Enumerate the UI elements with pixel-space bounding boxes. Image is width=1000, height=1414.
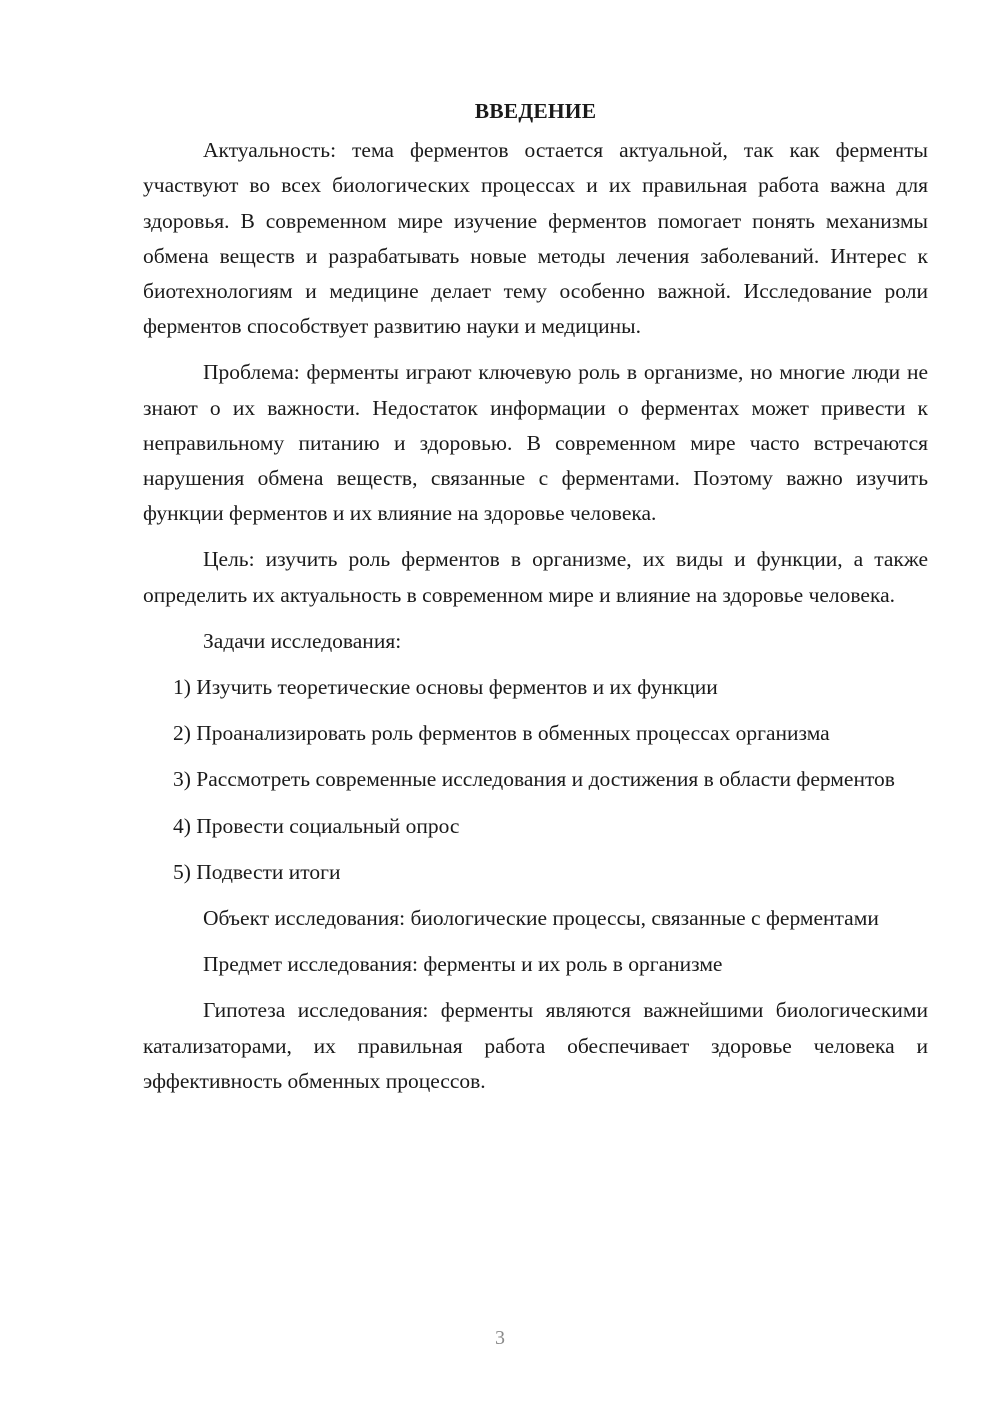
relevance-paragraph: Актуальность: тема ферментов остается актуальной, так как ферменты участвуют во всех биологических процессах и их правильная работа важна для здоровья. В современном мире изучение ферментов помогает понять механизмы обмена веществ и разрабатывать новые методы лечения заболеваний. Интерес к биотехнологиям и медицине делает тему особенно важной. Исследование роли ферментов способствует развитию науки и медицины.: [143, 138, 928, 339]
hypothesis-paragraph: Гипотеза исследования: ферменты являются важнейшими биологическими катализаторами, их правильная работа обеспечивает здоровье человека и эффективность обменных процессов.: [143, 998, 928, 1093]
page-number: 3: [495, 1327, 505, 1349]
subject-paragraph: Предмет исследования: ферменты и их роль в организме: [203, 952, 723, 977]
task-item-2: 2) Проанализировать роль ферментов в обменных процессах организма: [173, 721, 830, 746]
page-title: ВВЕДЕНИЕ: [474, 99, 597, 123]
task-item-1: 1) Изучить теоретические основы ферментов и их функции: [173, 675, 718, 700]
tasks-heading: Задачи исследования:: [203, 628, 402, 653]
task-item-4: 4) Провести социальный опрос: [173, 813, 460, 838]
task-item-3: 3) Рассмотреть современные исследования и достижения в области ферментов: [173, 767, 895, 792]
task-item-5: 5) Подвести итоги: [173, 859, 341, 884]
problem-paragraph: Проблема: ферменты играют ключевую роль в организме, но многие люди не знают о их важности. Недостаток информации о ферментах может привести к неправильному питанию и здоровью. В современном мире часто встречаются нарушения обмена веществ, связанные с ферментами. Поэтому важно изучить функции ферментов и их влияние на здоровье человека.: [143, 360, 928, 526]
object-paragraph: Объект исследования: биологические процессы, связанные с ферментами: [203, 906, 879, 931]
goal-paragraph: Цель: изучить роль ферментов в организме, их виды и функции, а также определить их актуальность в современном мире и влияние на здоровье человека.: [143, 547, 928, 607]
document-page: [143, 94, 928, 1110]
